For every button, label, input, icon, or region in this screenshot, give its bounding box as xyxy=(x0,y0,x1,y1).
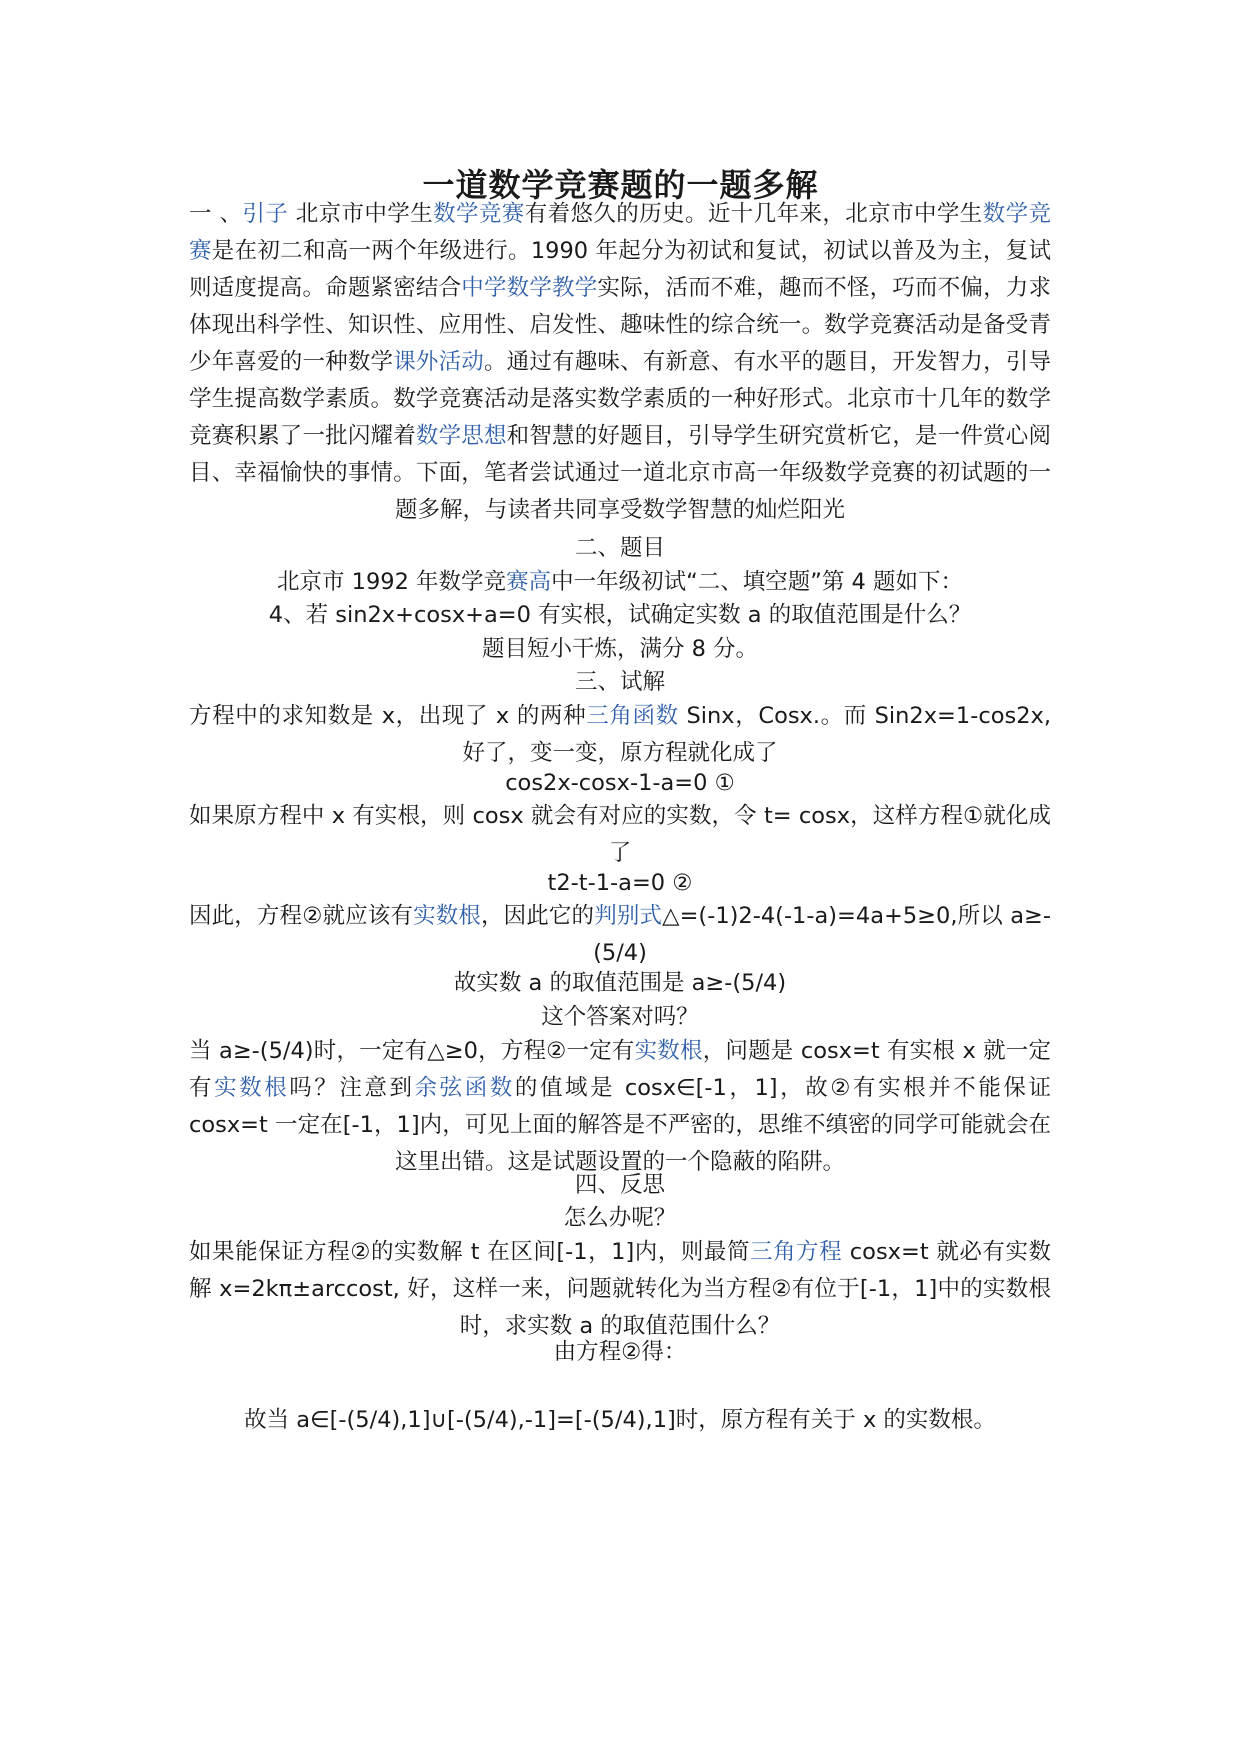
conclusion-line: 故当 a∈[-(5/4),1]∪[-(5/4),-1]=[-(5/4),1]时，原方程有关于 x 的实数根。 xyxy=(244,1407,996,1433)
attempt-paragraph-3 xyxy=(189,898,1051,972)
text-run: 北京市 1992 年数学竞 xyxy=(276,569,507,595)
section-heading-reflection: 四、反思 xyxy=(574,1172,665,1198)
text-run: △=(-1)2-4(-1-a)=4a+5≥0,所以 a≥-(5/4) xyxy=(593,903,1051,966)
document-title: 一道数学竞赛题的一题多解 xyxy=(422,166,819,204)
problem-statement: 4、若 sin2x+cosx+a=0 有实根，试确定实数 a 的取值范围是什么？ xyxy=(268,602,972,628)
text-run: 有着悠久的历史。近十几年来，北京市中学生 xyxy=(524,201,983,227)
text-run: 如果能保证方程②的实数解 t 在区间[-1，1]内，则最简 xyxy=(189,1239,750,1265)
attempt-paragraph-2: 如果原方程中 x 有实根，则 cosx 就会有对应的实数，令 t= cosx，这样方程①就化成了 xyxy=(189,803,1051,866)
text-run: 是在初二和高一两个年级进行。1990 年起分为初试和复试，初试以普及为主，复试则适度提高。命题紧密结合 xyxy=(189,238,1051,301)
keyword-link[interactable]: 三角方程 xyxy=(749,1239,843,1265)
attempt-paragraph-4 xyxy=(189,1033,1051,1181)
keyword-link[interactable]: 数学思想 xyxy=(415,423,507,449)
text-run: 的值域是 cosx∈[-1，1]，故②有实根并不能保证 cosx=t 一定在[-1，1]内，可见上面的解答是不严密的，思维不缜密的同学可能就会在这里出错。这是试题设置的一个隐蔽的陷阱。 xyxy=(189,1075,1051,1175)
problem-note: 题目短小干炼，满分 8 分。 xyxy=(481,636,759,662)
attempt-result: 故实数 a 的取值范围是 a≥-(5/4) xyxy=(453,970,787,996)
text-run: Sinx，Cosx.。而 Sin2x=1-cos2x,好了，变一变，原方程就化成了 xyxy=(462,703,1051,766)
text-run: 一 、 xyxy=(189,201,243,227)
text-run: 。通过有趣味、有新意、有水平的题目，开发智力，引导学生提高数学素质。数学竞赛活动是落实数学素质的一种好形式。北京市十几年的数学竞赛积累了一批闪耀着 xyxy=(189,349,1051,449)
text-run: 和智慧的好题目，引导学生研究赏析它，是一件赏心阅目、幸福愉快的事情。下面，笔者尝试通过一道北京市高一年级数学竞赛的初试题的一题多解，与读者共同享受数学智慧的灿烂阳光 xyxy=(189,423,1051,523)
keyword-link[interactable]: 实数根 xyxy=(634,1038,703,1064)
attempt-question: 这个答案对吗？ xyxy=(541,1004,699,1030)
intro-paragraph xyxy=(189,196,1051,529)
keyword-link[interactable]: 判别式 xyxy=(594,903,663,929)
text-run: 中一年级初试“二、填空题”第 4 题如下： xyxy=(551,569,964,595)
equation-1: cos2x-cosx-1-a=0 ① xyxy=(505,770,735,796)
attempt-paragraph-1 xyxy=(189,698,1051,772)
equation-2: t2-t-1-a=0 ② xyxy=(547,870,693,896)
text-run: 因此，方程②就应该有 xyxy=(189,903,414,929)
keyword-link[interactable]: 赛高 xyxy=(506,569,552,595)
text-run: 实际，活而不难，趣而不怪，巧而不偏，力求体现出科学性、知识性、应用性、启发性、趣味性的综合统一。数学竞赛活动是备受青少年喜爱的一种数学 xyxy=(189,275,1051,375)
text-run: 方程中的求知数是 x，出现了 x 的两种 xyxy=(189,703,587,729)
text-run: 北京市中学生 xyxy=(288,201,434,227)
text-run: ，问题是 cosx=t 有实根 x 就一定有 xyxy=(189,1038,1051,1101)
keyword-link[interactable]: 余弦函数 xyxy=(414,1075,515,1101)
reflection-derivation-intro: 由方程②得： xyxy=(553,1339,687,1365)
section-heading-problem: 二、题目 xyxy=(574,535,665,561)
keyword-link[interactable]: 实数根 xyxy=(214,1075,290,1101)
keyword-link[interactable]: 数学竞赛 xyxy=(189,201,1051,264)
keyword-link[interactable]: 数学竞赛 xyxy=(433,201,525,227)
section-heading-attempt: 三、试解 xyxy=(574,669,665,695)
keyword-link[interactable]: 实数根 xyxy=(413,903,481,929)
text-run: cosx=t 就必有实数解 x=2kπ±arccost, 好，这样一来，问题就转化为当方程②有位于[-1，1]中的实数根时，求实数 a 的取值范围什么？ xyxy=(189,1239,1051,1339)
keyword-link[interactable]: 三角函数 xyxy=(586,703,679,729)
text-run: 吗？注意到 xyxy=(289,1075,415,1101)
text-run: ，因此它的 xyxy=(481,903,595,929)
reflection-paragraph xyxy=(189,1234,1051,1345)
text-run: 当 a≥-(5/4)时，一定有△≥0，方程②一定有 xyxy=(189,1038,635,1064)
problem-source-line xyxy=(189,564,1051,601)
keyword-link[interactable]: 引子 xyxy=(242,201,289,227)
keyword-link[interactable]: 中学数学教学 xyxy=(461,275,598,301)
reflection-question: 怎么办呢？ xyxy=(563,1205,677,1231)
keyword-link[interactable]: 课外活动 xyxy=(393,349,484,375)
